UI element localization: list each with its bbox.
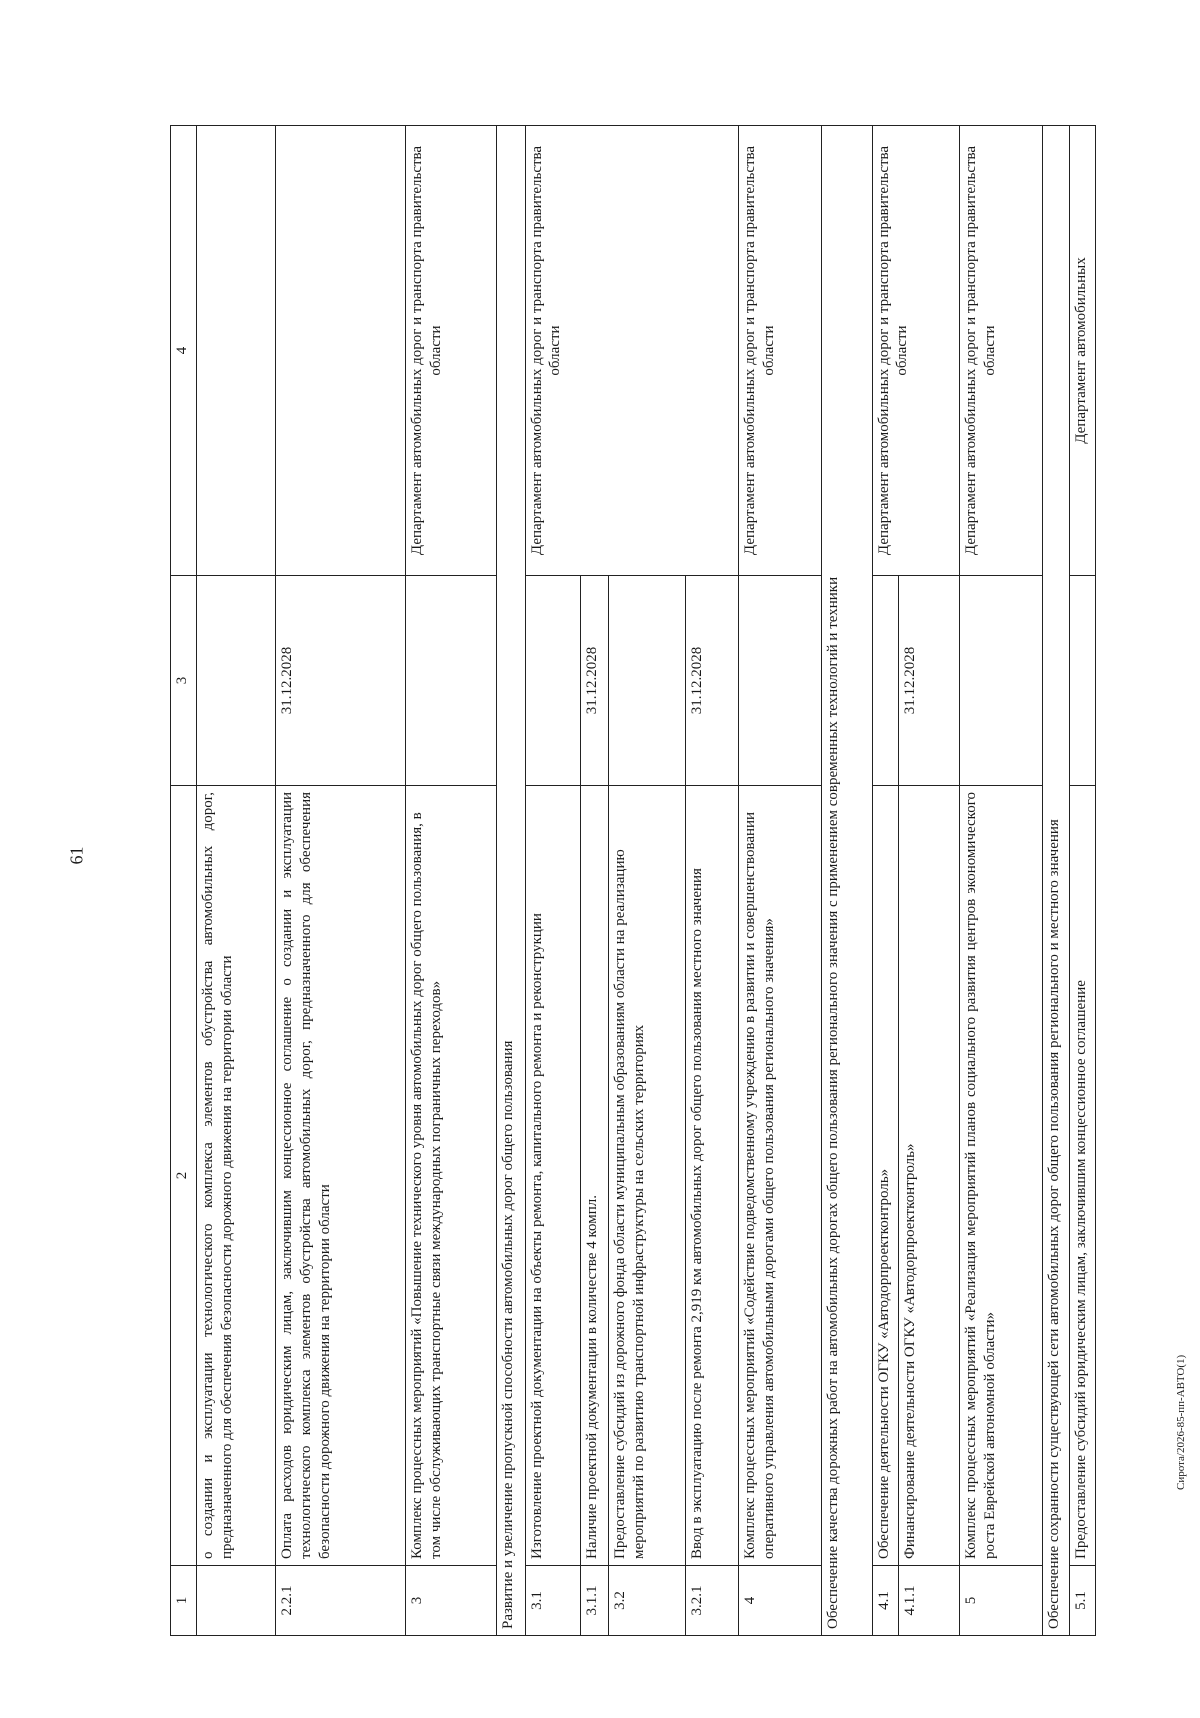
row-number: 3.1.1 xyxy=(580,1566,608,1636)
row-number: 3 xyxy=(406,1566,497,1636)
table-row xyxy=(959,126,1042,1636)
row-date xyxy=(406,576,497,786)
row-date: 31.12.2028 xyxy=(899,576,960,786)
row-number: 5 xyxy=(959,1566,1042,1636)
section-heading: Развитие и увеличение пропускной способности автомобильных дорог общего пользования xyxy=(497,126,525,1636)
row-number: 4 xyxy=(738,1566,821,1636)
header-col-2: 2 xyxy=(171,786,197,1566)
row-date xyxy=(1069,576,1095,786)
table-row xyxy=(276,126,406,1636)
table-row xyxy=(738,126,821,1636)
page-number: 61 xyxy=(66,846,87,865)
row-department: Департамент автомобильных дорог и транспорта правительства области xyxy=(959,126,1042,576)
row-number: 2.2.1 xyxy=(276,1566,406,1636)
row-number: 5.1 xyxy=(1069,1566,1095,1636)
row-department xyxy=(276,126,406,576)
table-row xyxy=(197,126,276,1636)
table-row xyxy=(872,126,898,1636)
section-row xyxy=(1043,126,1069,1636)
row-date xyxy=(738,576,821,786)
header-row xyxy=(171,126,197,1636)
row-text: Предоставление субсидий из дорожного фонда области муниципальным образованиям области на реализацию мероприятий по развитию транспортной инфраструктуры на сельских территориях xyxy=(608,786,685,1566)
row-department: Департамент автомобильных дорог и транспорта правительства области xyxy=(738,126,821,576)
row-text: Ввод в эксплуатацию после ремонта 2,919 км автомобильных дорог общего пользования местного значения xyxy=(686,786,739,1566)
section-heading: Обеспечение качества дорожных работ на автомобильных дорогах общего пользования регионального значения с применением современных технологий и техники xyxy=(821,126,872,1636)
table-row xyxy=(406,126,497,1636)
row-text: Комплекс процессных мероприятий «Повышение технического уровня автомобильных дорог общего пользования, в том числе обслуживающих транспортные связи международных пограничных переходов» xyxy=(406,786,497,1566)
row-text: Изготовление проектной документации на объекты ремонта, капитального ремонта и реконструкции xyxy=(525,786,580,1566)
row-text: Предоставление субсидий юридическим лицам, заключившим концессионное соглашение xyxy=(1069,786,1095,1566)
row-text: Оплата расходов юридическим лицам, заключившим концессионное соглашение о создании и эксплуатации технологического комплекса элементов обустройства автомобильных дорог, предназначенного для обеспечения безопасности дорожного движения на территории области xyxy=(276,786,406,1566)
row-text: о создании и эксплуатации технологического комплекса элементов обустройства автомобильных дорог, предназначенного для обеспечения безопасности дорожного движения на территории области xyxy=(197,786,276,1566)
row-text: Комплекс процессных мероприятий «Реализация мероприятий планов социального развития центров экономического роста Еврейской автономной области» xyxy=(959,786,1042,1566)
table-row xyxy=(1069,126,1095,1636)
row-date xyxy=(197,576,276,786)
row-text: Обеспечение деятельности ОГКУ «Автодорпроектконтроль» xyxy=(872,786,898,1566)
section-row xyxy=(497,126,525,1636)
row-date: 31.12.2028 xyxy=(580,576,608,786)
row-department: Департамент автомобильных дорог и транспорта правительства области xyxy=(872,126,959,576)
row-department: Департамент автомобильных дорог и транспорта правительства области xyxy=(525,126,738,576)
section-heading: Обеспечение сохранности существующей сети автомобильных дорог общего пользования регионального и местного значения xyxy=(1043,126,1069,1636)
row-number xyxy=(197,1566,276,1636)
row-date xyxy=(959,576,1042,786)
section-row xyxy=(821,126,872,1636)
table-row xyxy=(525,126,580,1636)
row-number: 4.1 xyxy=(872,1566,898,1636)
table-wrapper xyxy=(170,126,1096,1636)
row-text: Наличие проектной документации в количестве 4 компл. xyxy=(580,786,608,1566)
row-date: 31.12.2028 xyxy=(276,576,406,786)
row-number: 3.2 xyxy=(608,1566,685,1636)
row-text: Финансирование деятельности ОГКУ «Автодорпроектконтроль» xyxy=(899,786,960,1566)
document-code: Сирота/2026-85-пп-АВТО(1) xyxy=(1175,1354,1187,1490)
header-col-3: 3 xyxy=(171,576,197,786)
row-date: 31.12.2028 xyxy=(686,576,739,786)
row-department xyxy=(197,126,276,576)
measures-table xyxy=(170,125,1096,1636)
header-col-4: 4 xyxy=(171,126,197,576)
row-number: 3.1 xyxy=(525,1566,580,1636)
row-date xyxy=(872,576,898,786)
row-text: Комплекс процессных мероприятий «Содействие подведомственному учреждению в развитии и совершенствовании оперативного управления автомобильными дорогами общего пользования регионального значения» xyxy=(738,786,821,1566)
header-col-1: 1 xyxy=(171,1566,197,1636)
row-department: Департамент автомобильных дорог и транспорта правительства области xyxy=(406,126,497,576)
row-number: 4.1.1 xyxy=(899,1566,960,1636)
row-date xyxy=(525,576,580,786)
row-date xyxy=(608,576,685,786)
row-number: 3.2.1 xyxy=(686,1566,739,1636)
row-department: Департамент автомобильных xyxy=(1069,126,1095,576)
